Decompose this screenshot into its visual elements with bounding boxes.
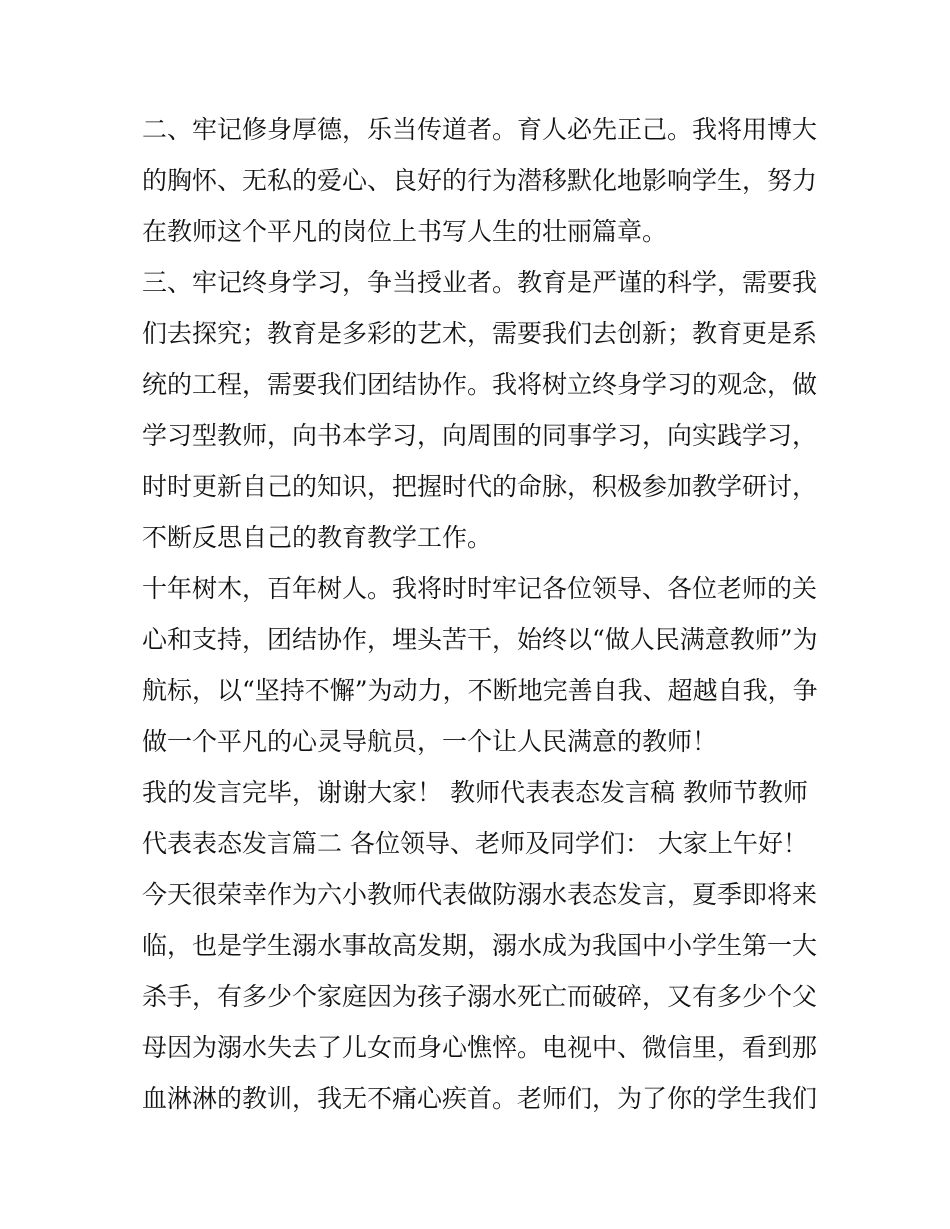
text-line: 血淋淋的教训，我无不痛心疾首。老师们，为了你的学生我们 bbox=[142, 1084, 818, 1113]
text-line: 做一个平凡的心灵导航员，一个让人民满意的教师！ bbox=[142, 727, 718, 756]
text-line: 杀手，有多少个家庭因为孩子溺水死亡而破碎，又有多少个父 bbox=[142, 982, 818, 1011]
text-line: 们去探究；教育是多彩的艺术，需要我们去创新；教育更是系 bbox=[142, 319, 818, 348]
text-line: 统的工程，需要我们团结协作。我将树立终身学习的观念，做 bbox=[142, 370, 818, 399]
text-line: 的胸怀、无私的爱心、良好的行为潜移默化地影响学生，努力 bbox=[142, 166, 818, 195]
text-line: 代表表态发言篇二 各位领导、老师及同学们： 大家上午好！ bbox=[142, 829, 808, 858]
text-line: 三、牢记终身学习，争当授业者。教育是严谨的科学，需要我 bbox=[142, 268, 818, 297]
text-line: 二、牢记修身厚德，乐当传道者。育人必先正己。我将用博大 bbox=[142, 115, 818, 144]
text-line: 临，也是学生溺水事故高发期，溺水成为我国中小学生第一大 bbox=[142, 931, 818, 960]
text-line: 学习型教师，向书本学习，向周围的同事学习，向实践学习， bbox=[142, 421, 818, 450]
text-line: 航标，以“坚持不懈”为动力，不断地完善自我、超越自我，争 bbox=[142, 676, 818, 705]
document-body bbox=[142, 104, 818, 1124]
text-line: 我的发言完毕，谢谢大家！ 教师代表表态发言稿 教师节教师 bbox=[142, 778, 808, 807]
text-line: 不断反思自己的教育教学工作。 bbox=[142, 523, 493, 552]
text-line: 在教师这个平凡的岗位上书写人生的壮丽篇章。 bbox=[142, 217, 668, 246]
text-line: 今天很荣幸作为六小教师代表做防溺水表态发言，夏季即将来 bbox=[142, 880, 818, 909]
text-line: 母因为溺水失去了儿女而身心憔悴。电视中、微信里，看到那 bbox=[142, 1033, 818, 1062]
text-line: 心和支持，团结协作，埋头苦干，始终以“做人民满意教师”为 bbox=[142, 625, 818, 654]
text-line: 时时更新自己的知识，把握时代的命脉，积极参加教学研讨， bbox=[142, 472, 818, 501]
text-line: 十年树木，百年树人。我将时时牢记各位领导、各位老师的关 bbox=[142, 574, 818, 603]
